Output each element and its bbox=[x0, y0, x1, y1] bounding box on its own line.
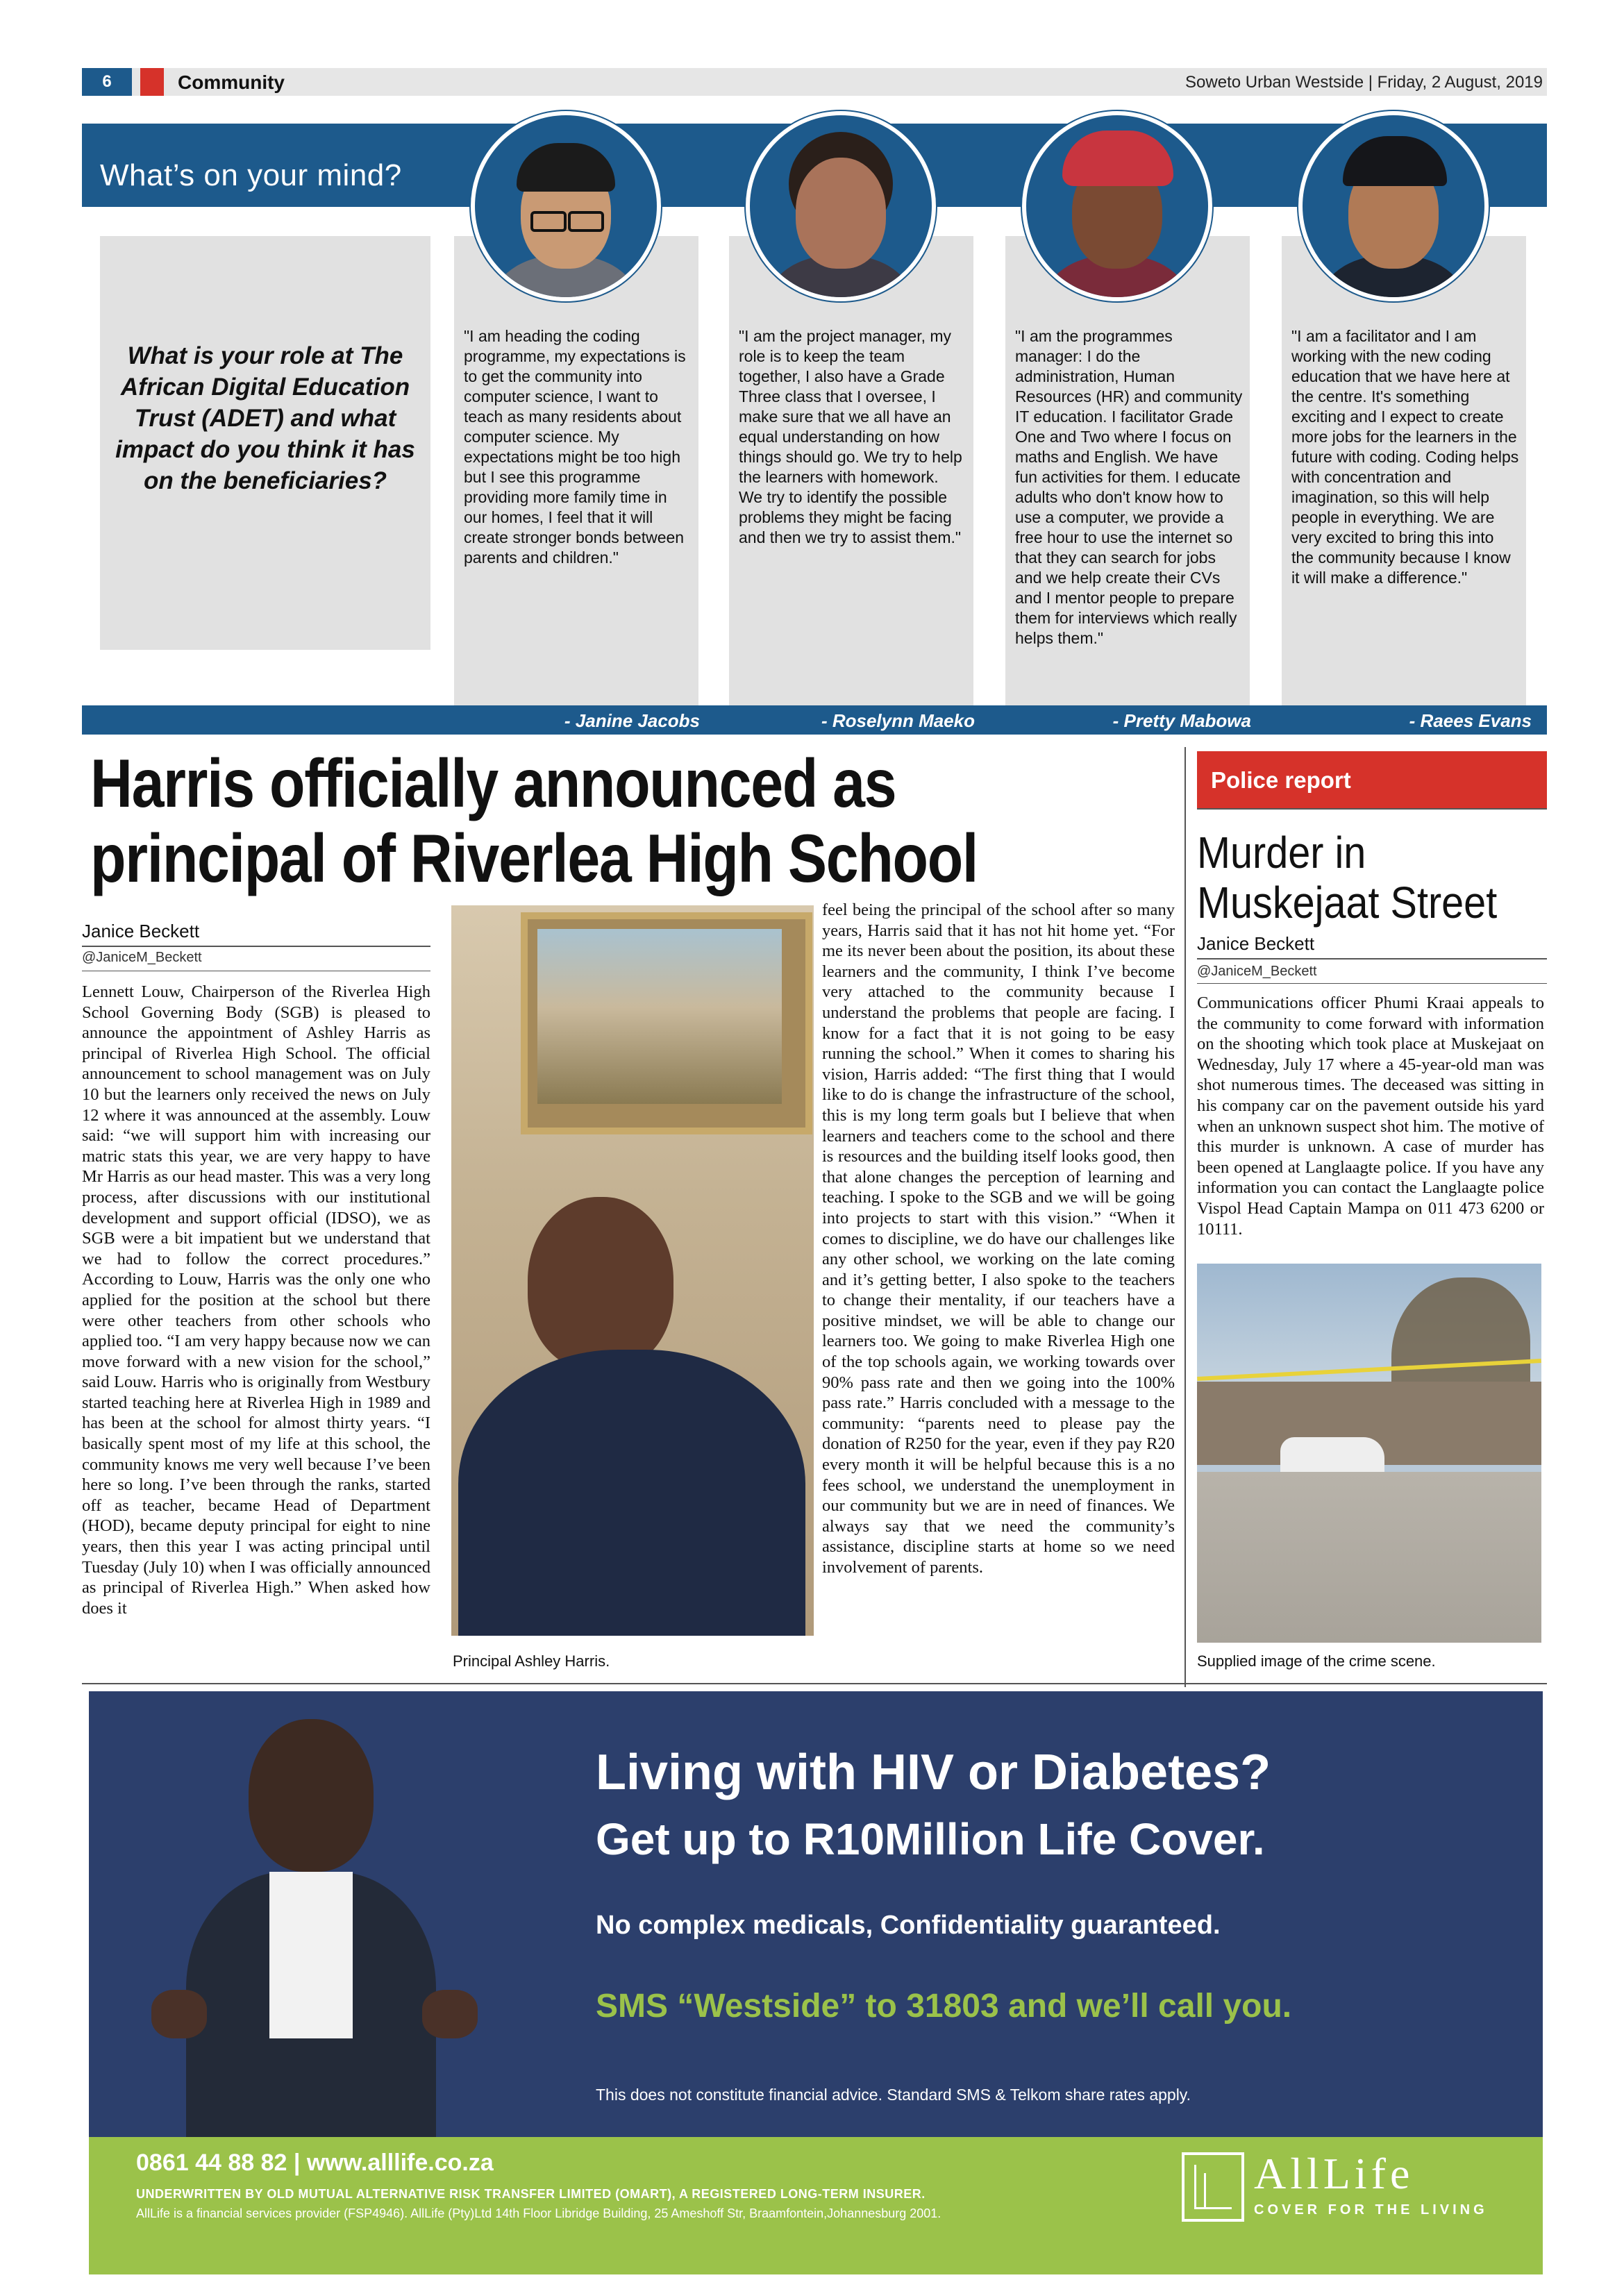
portrait-photo bbox=[471, 111, 661, 301]
headline-line: Harris officially announced as bbox=[90, 745, 896, 821]
portrait-photo bbox=[1022, 111, 1212, 301]
article-column-1: Lennett Louw, Chairperson of the Riverlea High School Governing Body (SGB) is pleased to announce the appointment of Ashley Harris as principal of Riverlea High School. The official announcement to school management was on July 10 but the learners only received the news on July 12 where it was announced at the assembly. Louw said: “we will support him with increasing our matric stats this year, we are very happy to have Mr Harris as our head master. This was a very long process, after discussions with our institutional development and support official (IDSO), we as SGB were a bit impatient but we understand that we had to follow the correct procedures.” According to Louw, Harris was the only one who applied for the position at the school but there were other teachers from other schools who applied too. “I am very happy because now we can move forward with a new vision for the school,” said Louw. Harris who is originally from Westbury started teaching here at Riverlea High in 1989 and has been at the school for almost thirty years. “I basically spent most of my life at this school, the community knows me very well because I’ve been here so long. I’ve been through the ranks, started off as teacher, became Head of Department (HOD), became deputy principal for eight to nine years, then this year I was acting principal until Tuesday (July 10) when I was officially announced as principal of Riverlea High.” When asked how does it bbox=[82, 982, 430, 1618]
ad-sms-call: SMS “Westside” to 31803 and we’ll call you. bbox=[596, 1988, 1292, 2025]
wom-title: What’s on your mind? bbox=[100, 158, 402, 192]
headline-line: Murder in bbox=[1197, 828, 1366, 878]
ad-disclaimer: This does not constitute financial advice. Standard SMS & Telkom share rates apply. bbox=[596, 2086, 1191, 2104]
headline-line: Muskejaat Street bbox=[1197, 878, 1498, 928]
police-body: Communications officer Phumi Kraai appeals to the community to come forward with information on the shooting which took place at Muskejaat on Wednesday, July 17 where a 45-year-old man was shot numerous times. The deceased was sitting in his company car on the pavement outside his yard when an unknown suspect shot him. The motive of this murder is unknown. A case of murder has been opened at Langlaagte police. If you have any information you can contact the Langlaagte police Vispol Head Captain Mampa on 011 473 6200 or 10111. bbox=[1197, 994, 1544, 1239]
article-column-2: feel being the principal of the school after so many years, Harris said that it has not hit home yet. “For me its never been about the position, its about these learners and the community, I think I’ve become very attached to the community because I understand the problems that people are facing. I know for a fact that it is not going to be easy running the school.” When it comes to sharing his vision, Harris added: “The first thing that I would like to do is change the infrastructure of the school, this is my long term goals but I believe that when learners and teachers come to the school and there is resources and the building itself looks good, then that alone changes the perception of learning and teaching. I spoke to the SGB and we will be going into projects to start with this vision.” “When it comes to discipline, we do have our challenges like any other school, we working on the late coming and it’s getting better, I also spoke to the teachers to change their mentality, if our teachers have a positive mindset, we will be able to change our learners too. We going to make Riverlea High one of the top schools again, we working towards over 90% pass rate and then we going into the 100% pass rate.” Harris concluded with a message to the community: “parents need to please pay the donation of R250 for the year, even if they pay R20 every month it will be helpful because this is a no fees school, we understand the unemployment in our community but we are in need of finances. We always say that we need the community’s assistance, discipline starts at home so we need involvement of parents. bbox=[822, 900, 1175, 1577]
publication-info: Soweto Urban Westside | Friday, 2 August, 2019 bbox=[1185, 73, 1543, 92]
police-handle: @JaniceM_Beckett bbox=[1197, 964, 1317, 979]
column-divider bbox=[1184, 747, 1186, 1687]
police-handle-rule bbox=[1197, 983, 1547, 984]
response-quote: "I am the programmes manager: I do the administration, Human Resources (HR) and community IT education. I facilitator Grade One and Two where I focus on maths and English. We have fun activities for them. I educate adults who don't know how to use a computer, we provide a free hour to use the internet so that they can search for jobs and we help create their CVs and I mentor people to prepare them for interviews which really helps them." bbox=[1015, 327, 1243, 647]
response-quote: "I am a facilitator and I am working with the new coding education that we have here at the centre. It's something exciting and I expect to create more jobs for the learners in the future with coding. Coding helps with concentration and imagination, so this will help people in everything. We are very excited to bring this into the community because I know it will make a difference." bbox=[1291, 327, 1519, 587]
police-byline-rule bbox=[1197, 958, 1547, 960]
headline-line: principal of Riverlea High School bbox=[90, 820, 978, 896]
alllife-tagline: COVER FOR THE LIVING bbox=[1254, 2202, 1488, 2218]
police-headline bbox=[1197, 828, 1512, 928]
alllife-logo-icon bbox=[1182, 2152, 1244, 2222]
police-report-label: Police report bbox=[1211, 767, 1351, 793]
article-handle: @JaniceM_Beckett bbox=[82, 950, 202, 965]
respondent-name: - Raees Evans bbox=[1409, 710, 1532, 731]
article-headline bbox=[90, 746, 1022, 896]
wom-question: What is your role at The African Digital Education Trust (ADET) and what impact do you think it has on the beneficiaries? bbox=[115, 342, 415, 494]
ad-contact: 0861 44 88 82 | www.alllife.co.za bbox=[136, 2150, 494, 2176]
crime-photo-caption: Supplied image of the crime scene. bbox=[1197, 1652, 1436, 1670]
section-title: Community bbox=[178, 72, 285, 93]
ad-underwriter: UNDERWRITTEN BY OLD MUTUAL ALTERNATIVE RISK TRANSFER LIMITED (OMART), A REGISTERED LONG-TERM INSURER. bbox=[136, 2187, 926, 2201]
crime-scene-photo bbox=[1197, 1264, 1541, 1643]
respondent-name: - Janine Jacobs bbox=[564, 710, 700, 731]
portrait-photo bbox=[746, 111, 936, 301]
police-byline: Janice Beckett bbox=[1197, 933, 1315, 954]
ad-headline: Living with HIV or Diabetes? bbox=[596, 1745, 1271, 1800]
ad-tagline: No complex medicals, Confidentiality guaranteed. bbox=[596, 1911, 1221, 1940]
alllife-logo: AllLife bbox=[1254, 2149, 1414, 2198]
principal-photo bbox=[451, 905, 814, 1636]
section-marker bbox=[140, 68, 164, 96]
principal-photo-caption: Principal Ashley Harris. bbox=[453, 1652, 610, 1670]
police-rule bbox=[1197, 808, 1547, 810]
respondent-name: - Pretty Mabowa bbox=[1112, 710, 1251, 731]
ad-fsp-info: AllLife is a financial services provider (FSP4946). AllLife (Pty)Ltd 14th Floor Libridge Building, 25 Ameshoff Str, Braamfontein,Johannesburg 2001. bbox=[136, 2206, 941, 2220]
portrait-photo bbox=[1298, 111, 1489, 301]
response-quote: "I am the project manager, my role is to keep the team together, I also have a Grade Three class that I oversee, I make sure that we all have an equal understanding on how things should go. We try to help the learners with homework. We try to identify the possible problems they might be facing and then we try to assist them." bbox=[739, 327, 962, 546]
page-number: 6 bbox=[82, 68, 132, 96]
article-byline: Janice Beckett bbox=[82, 921, 200, 941]
response-quote: "I am heading the coding programme, my expectations is to get the community into computer science, I want to teach as many residents about computer science. My expectations might be too high but I see this programme providing more family time in our homes, I feel that it will create stronger bonds between parents and children." bbox=[464, 327, 686, 567]
article-bottom-rule bbox=[82, 1683, 1547, 1684]
byline-rule bbox=[82, 946, 430, 947]
ad-subheadline: Get up to R10Million Life Cover. bbox=[596, 1814, 1265, 1864]
respondent-name: - Roselynn Maeko bbox=[821, 710, 975, 731]
